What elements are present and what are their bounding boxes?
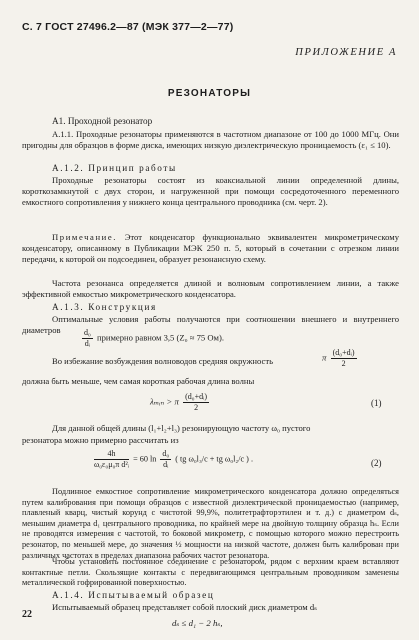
equation-1 <box>150 392 350 413</box>
eq1-left: λₘᵢₙ > π <box>150 396 179 407</box>
paragraph-wave-line2: должна быть меньше, чем самая короткая рабочая длина волны <box>22 376 255 386</box>
paragraph-a13-line2: примерно равном 3,5 (Z₀ ≈ 75 Ом). <box>97 332 224 343</box>
ratio-denominator: dᵢ <box>84 339 91 348</box>
eq1-denominator: 2 <box>194 403 199 412</box>
eq1-numerator: (d₀+dᵢ) <box>185 392 208 401</box>
eq2-left-fraction <box>94 449 129 470</box>
subsection-a12-heading: А.1.2. Принцип работы <box>52 163 177 173</box>
eq2-middle: = 60 ln <box>133 454 157 464</box>
subsection-a13-heading: А.1.3. Конструкция <box>52 302 157 312</box>
appendix-label: ПРИЛОЖЕНИЕ А <box>295 47 397 58</box>
specimen-condition: dₛ ≤ d₁ − 2 hₛ, <box>172 618 223 628</box>
mean-circumference-formula: π $\frac{\text{(d₀+dᵢ)}}{2}$ <box>322 348 355 368</box>
eq2-rest: ( tg ω₀l₃/c + tg ω₀l₂/c ) . <box>175 454 253 464</box>
page-header: С. 7 ГОСТ 27496.2—87 (МЭК 377—2—77) <box>22 21 234 33</box>
eq2-left-numerator: 4h <box>94 449 129 460</box>
eq2-ln-denominator: dᵢ <box>163 460 169 469</box>
paragraph-a12: Проходные резонаторы состоят из коаксиальной линии определенной длины, короткозамкнутой с двух сторон, и нагруженной при помощи сосредоточенного переменного емкостного сопротивления у нижнего конца центрального проводника (см. черт. 2). <box>22 175 399 207</box>
eq2-left-denominator: ω₀ε₀μ₀π d²ᵢ <box>94 460 130 469</box>
section-title: РЕЗОНАТОРЫ <box>167 88 252 99</box>
paragraph-wave-line1: Во избежание возбуждения волноводов средняя окружность <box>52 356 274 366</box>
ratio-line <box>80 328 400 349</box>
paragraph-frequency: Частота резонанса определяется длиной и волновым сопротивлением линии, а также эффективной емкостью микрометрического конденсатора. <box>22 278 399 299</box>
subsection-a14-heading: А.1.4. Испытываемый образец <box>52 590 215 600</box>
diameter-ratio-fraction <box>82 328 93 349</box>
paragraph-total-line2: резонатора можно примерно рассчитать из <box>22 435 179 445</box>
eq2-ln-fraction <box>160 449 171 470</box>
note-label: Примечание. <box>52 232 118 242</box>
mean-denominator: 2 <box>341 359 346 368</box>
paragraph-a14: Испытываемый образец представляет собой плоский диск диаметром dₛ <box>52 602 318 612</box>
note-paragraph <box>22 232 399 265</box>
eq2-ln-numerator: d₀ <box>162 449 170 458</box>
note-text: Этот конденсатор функционально эквивалентен микрометрическому конденсатору, описанному в Публикации МЭК 250 п. 5, который в сочетании с отрезком линии передачи, к которой он подсоединен, образует резонансную схему. <box>22 232 399 264</box>
mean-fraction <box>331 348 357 369</box>
eq1-fraction <box>183 392 209 413</box>
equation-2-number: (2) <box>371 458 382 468</box>
paragraph-connection: Чтобы установить постоянное соединение с резонатором, рядом с верхним краем вставляют контактные петли. Скользящие контакты с передвигающимся центральным проводником заменены металлической гофрированной поверхностью. <box>22 557 399 588</box>
subsection-a1-heading: А1. Проходной резонатор <box>52 116 153 126</box>
paragraph-calibration: Подлинное емкостное сопротивление микрометрического конденсатора должно определяться путем калибрования при помощи образцов с известной диэлектрической проницаемостью (например, плавленый кварц, чистый корунд с чистотой 99,9%, политетрафторэтилен и т. д.) с диаметром dₛ, меньшим диаметра d₁ центрального проводника, по крайней мере на двойную толщину образца hₛ. Если не проводятся измерения с частотой, то боковой микрометр, с помощью которого можно перестроить резонатор, по меньшей мере, до значения ½ мощности на низкой частоте, должен быть калиброван при различных частотах в пределах диапазона рабочих частот резонатора. <box>22 487 399 560</box>
page-number: 22 <box>22 609 32 620</box>
paragraph-a11: А.1.1. Проходные резонаторы применяются в частотном диапазоне от 100 до 1000 МГц. Они пригодны для образцов в форме диска, имеющих низкую диэлектрическую проницаемость (ε₁ ≤ 10). <box>22 129 399 150</box>
paragraph-total-line1: Для данной общей длины (l₁+l₂+l₃) резонирующую частоту ω₀ пустого <box>52 423 311 433</box>
ratio-numerator: d₀ <box>84 328 91 337</box>
mean-numerator: (d₀+dᵢ) <box>332 348 355 357</box>
equation-1-number: (1) <box>371 398 382 408</box>
paragraph-a13-line1: Оптимальные условия работы получаются при соотношении внешнего и внутреннего диаметров <box>22 314 399 335</box>
equation-2 <box>92 449 382 470</box>
